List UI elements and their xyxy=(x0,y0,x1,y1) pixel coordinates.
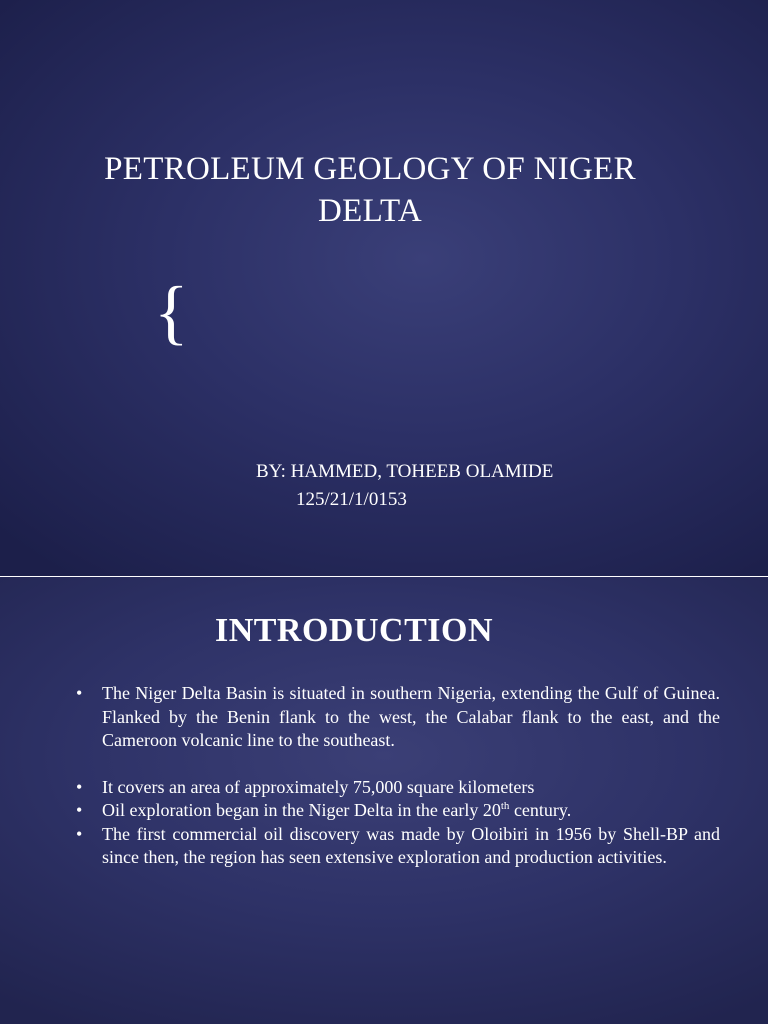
introduction-slide xyxy=(0,577,768,1024)
slide-heading: INTRODUCTION xyxy=(214,612,494,649)
bullet-text: The Niger Delta Basin is situated in southern Nigeria, extending the Gulf of Guinea. Flanked by the Benin flank to the west, the Calabar flank to the east, and the Cameroon volcanic line to the southeast. xyxy=(102,683,720,750)
bullet-text: The first commercial oil discovery was made by Oloibiri in 1956 by Shell-BP and since then, the region has seen extensive exploration and production activities. xyxy=(102,823,720,867)
bullet-item xyxy=(74,776,720,800)
presentation-title: PETROLEUM GEOLOGY OF NIGER DELTA xyxy=(104,151,636,229)
ordinal-superscript: th xyxy=(500,800,510,812)
bullet-dot-icon: • xyxy=(76,823,83,844)
bullet-item xyxy=(74,823,720,870)
student-id: 125/21/1/0153 xyxy=(296,489,407,510)
brace-decoration: { xyxy=(154,272,189,352)
bullet-list xyxy=(74,682,720,870)
bullet-dot-icon: • xyxy=(76,683,83,703)
bullet-text-after: century. xyxy=(509,800,572,820)
bullet-dot-icon: • xyxy=(76,800,83,820)
bullet-dot-icon: • xyxy=(76,776,83,797)
bullet-text-before: Oil exploration began in the Niger Delta in the early 20 xyxy=(102,800,501,820)
bullet-item xyxy=(74,799,720,823)
author-byline: BY: HAMMED, TOHEEB OLAMIDE xyxy=(256,461,554,482)
bullet-item xyxy=(74,682,720,753)
bullet-text: It covers an area of approximately 75,000 square kilometers xyxy=(102,776,535,797)
